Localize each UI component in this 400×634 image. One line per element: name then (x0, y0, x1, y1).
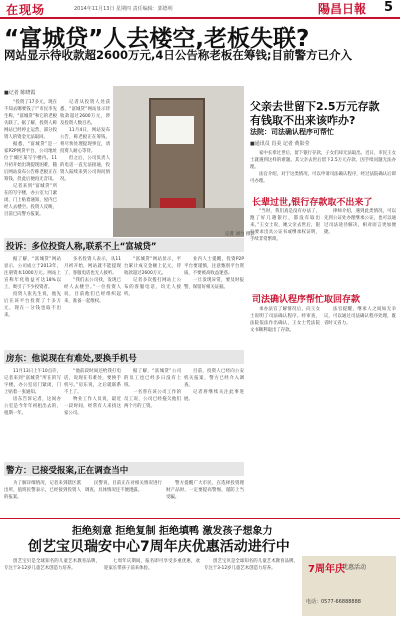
paragraph: 七周年庆期间，报名即可享受多重优惠，欢迎家长带孩子前来体验。 (104, 559, 200, 571)
ad-anniversary-graphic (302, 556, 396, 616)
lead-byline: ■记者 陈晓霞 (4, 90, 36, 96)
door-notice (156, 116, 194, 144)
paragraph: 警方提醒广大市民，在选择投资理财产品时，一定要提高警惕，谨防上当受骗。 (166, 481, 244, 500)
newspaper-logo: 陽昌日報 (318, 2, 367, 16)
paragraph: “我们去公司找，发现已经人去楼空。”一位投资人说，目前他们已经组织起来，准备一起维权。 (64, 278, 121, 304)
ad-slogan: 拒绝刻意 拒绝复制 拒绝填鸭 激发孩子想象力 (72, 526, 273, 537)
paragraph: 创艺宝贝是全球知名的儿童艺术教育品牌，专注于3-12岁儿童艺术创造力培养。 (4, 559, 100, 571)
paragraph: 11月13日上午10点许，记者来到“富城贷”所在的写字楼。办公室房门紧闭，门上贴着一张通知。 (4, 369, 61, 395)
ad-col-2 (104, 558, 200, 628)
paragraph: 记者从投资人处获悉，“富城贷”网站显示待收款超过2600万元，涉及投资人数百名。 (60, 100, 110, 126)
paragraph: 物业工作人员说，最近一段时间，经常有人来找这家公司。 (64, 397, 121, 416)
paragraph: 家中长辈过世后，留下银行存款，子女们却无法取出。近日，市民王女士就遇到这样的难题。其父亲去世后留下2.5万元存款，因手续问题无法办理。 (250, 151, 396, 170)
photo-caption: 记者 刘力 摄影 (225, 232, 255, 237)
police-col-2 (85, 480, 162, 516)
house-section-title: 房东：他说现在有难处,要换手机号 (6, 354, 137, 364)
paragraph: 业内人士提醒，投资P2P平台要谨慎，注意甄别平台资质，不要被高收益迷惑。 (184, 257, 244, 276)
paragraph: “当时，我们真是没有办法了，跑了好几趟银行，都没有取出来。”王女士说，她父亲去世后，银行要求出具公证书或继承权证明，手续非常繁琐。 (250, 209, 320, 242)
paragraph: “他前段时间还给我打电话，说现在有难处，要换手机号。”房东说，之后就联系不上了。 (64, 369, 121, 395)
section-title: 在现场 (6, 3, 46, 17)
right-sub1-col-a (250, 208, 320, 288)
page-number: 5 (384, 0, 394, 15)
ad-badge: 7周年庆 (308, 564, 345, 575)
paragraph: 11月4日，网站发布公告，称老板正在筹钱，将尽快处理提现事宜，请投资人耐心等待。 (60, 128, 110, 154)
paragraph: 法官提醒，继承人之间如无争议，可以通过司法确认程序处理，既省时又省力。 (324, 307, 396, 326)
house-col-3 (124, 368, 181, 456)
right-story-body (250, 150, 396, 192)
paragraph: 记者多次拨打网站上公布的客服电话，均无人接听。 (124, 278, 181, 297)
lead-subheadline: 网站显示待收款超2600万元,4日公告称老板在筹钱;目前警方已介入 (4, 48, 352, 62)
paragraph: 但之后，公司负责人的电话一直无法接通，投资人陆续来到公司询问情况。 (60, 156, 110, 182)
right-story-subhead-1: 长辈过世,银行存款取不出来了 (252, 198, 373, 208)
police-col-3 (166, 480, 244, 516)
date-line: 2014年11月13日 星期四 责任编辑：郭德明 (74, 6, 173, 12)
paragraph: 一名曾在该公司工作的员工说，公司已经拖欠他们两个月的工资。 (124, 390, 181, 409)
paragraph: 据悉，“富城贷”是一家P2P网贷平台，公司地址位于城区某写字楼内。11月初开始出现提现困难，随后网站发布公告称老板正在筹钱，但此后便再无音讯。 (4, 142, 57, 182)
lead-column-2 (60, 99, 110, 241)
paragraph: 民警说，目前正在对相关情况进行调查，具体情况还不便透露。 (85, 481, 162, 493)
right-story-headline-2: 有钱取不出来该咋办? (250, 114, 356, 127)
door-mat (160, 198, 196, 208)
house-col-4 (184, 368, 244, 456)
right-story-subhead-2: 司法确认程序帮忙取回存款 (252, 295, 361, 305)
paragraph: 为了解详细情况，记者来到辖区派出所，值班民警表示，已经接到投资人的报案。 (4, 481, 81, 500)
house-col-1 (4, 368, 61, 456)
ad-col-1 (4, 558, 100, 628)
paragraph: 记者来到“富城贷”所在的写字楼，办公室大门紧闭，门上贴着通知，屋内已经人去楼空。投资人反映，目前已向警方报案。 (4, 184, 57, 217)
ad-col-3 (204, 558, 298, 628)
invest-col-3 (124, 256, 181, 348)
invest-col-1 (4, 256, 61, 348)
paragraph: 据了解，“富城贷”公司的员工也已经多日没有上班。 (124, 369, 181, 388)
paragraph: 一旦发现异常，要及时报警，保留好相关证据。 (184, 278, 244, 290)
invest-col-2 (64, 256, 121, 348)
invest-section-title: 投诉：多位投资人称,联系不上“富城贷” (6, 242, 157, 252)
paragraph: 据了解，“富城贷”网站显示，公司成立于2013年，注册资本1000万元。网站上宣称年化收益可达18%以上，吸引了不少投资者。 (4, 257, 61, 290)
house-col-2 (64, 368, 121, 456)
news-photo (113, 86, 244, 237)
right-sub2-col-b (324, 306, 396, 440)
ad-badge-sub: 优惠活动 (342, 564, 367, 571)
paragraph: “富城贷”网站显示，平台累计成交金额上亿元，待收款超过2600万元。 (124, 257, 181, 276)
paragraph: 目前，投资人已经向公安机关报案，警方已经介入调查。 (184, 369, 244, 388)
ad-separator (0, 518, 400, 519)
lead-headline: “富城贷”人去楼空,老板失联? (4, 26, 310, 52)
paragraph: 房东告诉记者，这间办公室是今年年初租出去的，租期一年。 (4, 397, 61, 416)
ad-phone: 电话：0577-66888888 (306, 599, 361, 605)
ad-title: 创艺宝贝瑞安中心7周年庆优惠活动进行中 (28, 539, 290, 555)
paragraph: 创艺宝贝是全球知名的儿童艺术教育品牌，专注于3-12岁儿童艺术创造力培养。 (204, 559, 298, 571)
lead-column-1 (4, 99, 57, 241)
paragraph: 多名投资人表示，从11月初开始，网站就不能提现了，客服电话也无人接听。 (64, 257, 121, 276)
paragraph: 承办法官了解情况后，向王女士说明了司法确认程序。经审查，法院依法作出确认，王女士凭法院文书顺利取出了存款。 (250, 307, 320, 333)
paragraph: 记者将继续关注此事进展。 (184, 390, 244, 402)
right-story-headline: 父亲去世留下2.5万元存款 (250, 100, 380, 113)
paragraph: “投资了17多元，现在不知去哪要钱了!”市民李先生称，“富城贷”和它的老板失联了。据了解，投资人称网站已经停止运营，部分投资人的资金无法取回。 (4, 100, 57, 140)
right-sub1-col-b (324, 208, 396, 288)
paragraph: 投资人张先生说，他先后在该平台投资了十多万元，现在一分钱也取不出来。 (4, 292, 61, 318)
invest-col-4 (184, 256, 244, 348)
right-story-kicker: 法院：司法确认程序可帮忙 (250, 128, 334, 136)
right-story-byline: ■通讯员 肖美 记者 黄影莹 (250, 141, 310, 147)
police-section-title: 警方：已接受报案,正在调查当中 (6, 466, 129, 476)
right-sub2-col-a (250, 306, 320, 440)
paragraph: 法官介绍，对于这类情况，可以申请司法确认程序，经过法院确认后即可办理。 (250, 172, 396, 184)
paragraph: 律师介绍，遇到此类情况，可以先到公证处办理继承公证，也可以通过司法途径解决，相对而言更加便捷。 (324, 209, 396, 235)
police-col-1 (4, 480, 81, 516)
